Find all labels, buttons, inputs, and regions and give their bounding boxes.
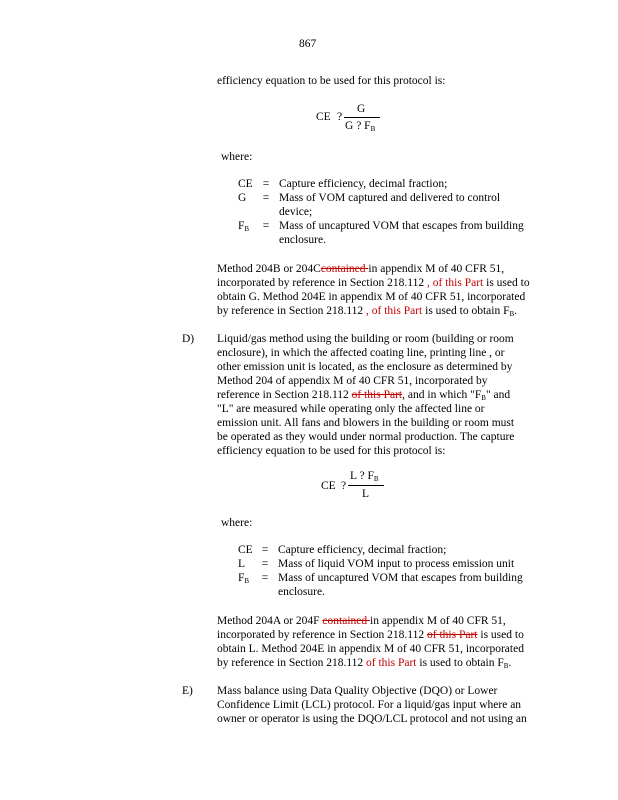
def1-text-fb-line1: Mass of uncaptured VOM that escapes from building xyxy=(279,220,524,232)
def1-text-ce: Capture efficiency, decimal fraction; xyxy=(279,178,448,190)
eq2-denominator: L xyxy=(362,488,370,500)
def1-equals: = xyxy=(262,220,270,232)
item-d-line9: efficiency equation to be used for this protocol is: xyxy=(217,445,446,457)
eq1-denominator: G ? $F_B$ xyxy=(345,120,376,133)
item-d-line2: enclosure), in which the affected coating line, printing line , or xyxy=(217,347,505,359)
method2-line2: incorporated by reference in Section 218.112 of this Part is used to xyxy=(217,629,524,641)
method1-line4: by reference in Section 218.112 , of this Part is used to obtain $F_B$. xyxy=(217,305,518,318)
item-d-line5: reference in Section 218.112 of this Part, and in which "$F_B$" and xyxy=(217,389,511,402)
method1-line3: obtain G. Method 204E in appendix M of 40 CFR 51, incorporated xyxy=(217,291,526,303)
method2-line4: by reference in Section 218.112 of this Part is used to obtain $F_B$. xyxy=(217,657,512,670)
item-d-line8: be operated as they would under normal production. The capture xyxy=(217,431,515,443)
method2-line1: Method 204A or 204F contained in appendix M of 40 CFR 51, xyxy=(217,615,506,627)
item-e-label: E) xyxy=(182,685,193,697)
def1-text-g-line2: device; xyxy=(279,206,313,218)
method1-line2: incorporated by reference in Section 218.112 , of this Part is used to xyxy=(217,277,530,289)
eq2-numerator: L ? $F_B$ xyxy=(350,470,379,483)
eq1-op: ? xyxy=(337,111,343,123)
eq2-lhs: CE xyxy=(321,480,336,492)
method2-line3: obtain L. Method 204E in appendix M of 40 CFR 51, incorporated xyxy=(217,643,524,655)
def1-text-fb-line2: enclosure. xyxy=(279,234,326,246)
def2-equals: = xyxy=(261,544,269,556)
item-d-line4: Method 204 of appendix M of 40 CFR 51, incorporated by xyxy=(217,375,488,387)
def2-text-fb-line2: enclosure. xyxy=(278,586,325,598)
def2-symbol-ce: CE xyxy=(238,544,253,556)
def1-text-g-line1: Mass of VOM captured and delivered to control xyxy=(279,192,501,204)
eq2-fraction-bar xyxy=(348,485,384,486)
method1-line1: Method 204B or 204Ccontained in appendix M of 40 CFR 51, xyxy=(217,263,505,275)
def2-text-l: Mass of liquid VOM input to process emission unit xyxy=(278,558,515,570)
item-d-line6: "L" are measured while operating only the affected line or xyxy=(217,403,485,415)
def2-text-ce: Capture efficiency, decimal fraction; xyxy=(278,544,447,556)
eq1-lhs: CE xyxy=(316,111,331,123)
def2-text-fb-line1: Mass of uncaptured VOM that escapes from building xyxy=(278,572,523,584)
item-d-label: D) xyxy=(182,333,195,345)
where-label-1: where: xyxy=(221,151,253,163)
item-e-line3: owner or operator is using the DQO/LCL protocol and not using an xyxy=(217,713,527,725)
intro-line: efficiency equation to be used for this protocol is: xyxy=(217,75,446,87)
def1-symbol-fb: $F_B$ xyxy=(238,220,250,233)
def1-symbol-ce: CE xyxy=(238,178,253,190)
item-e-line2: Confidence Limit (LCL) protocol. For a liquid/gas input where an xyxy=(217,699,522,711)
where-label-2: where: xyxy=(221,517,253,529)
def1-symbol-g: G xyxy=(238,192,247,204)
def1-equals: = xyxy=(262,178,270,190)
item-d-line7: emission unit. All fans and blowers in the building or room must xyxy=(217,417,515,429)
item-d-line1: Liquid/gas method using the building or room (building or room xyxy=(217,333,514,345)
item-e-line1: Mass balance using Data Quality Objective (DQO) or Lower xyxy=(217,685,498,697)
def1-equals: = xyxy=(262,192,270,204)
def2-equals: = xyxy=(261,572,269,584)
eq1-numerator: G xyxy=(357,103,366,115)
item-d-line3: other emission unit is located, as the enclosure as determined by xyxy=(217,361,513,373)
def2-symbol-fb: $F_B$ xyxy=(238,572,250,585)
eq2-op: ? xyxy=(341,480,347,492)
def2-equals: = xyxy=(261,558,269,570)
def2-symbol-l: L xyxy=(238,558,246,570)
eq1-fraction-bar xyxy=(344,117,380,118)
page-number: 867 xyxy=(299,38,317,50)
